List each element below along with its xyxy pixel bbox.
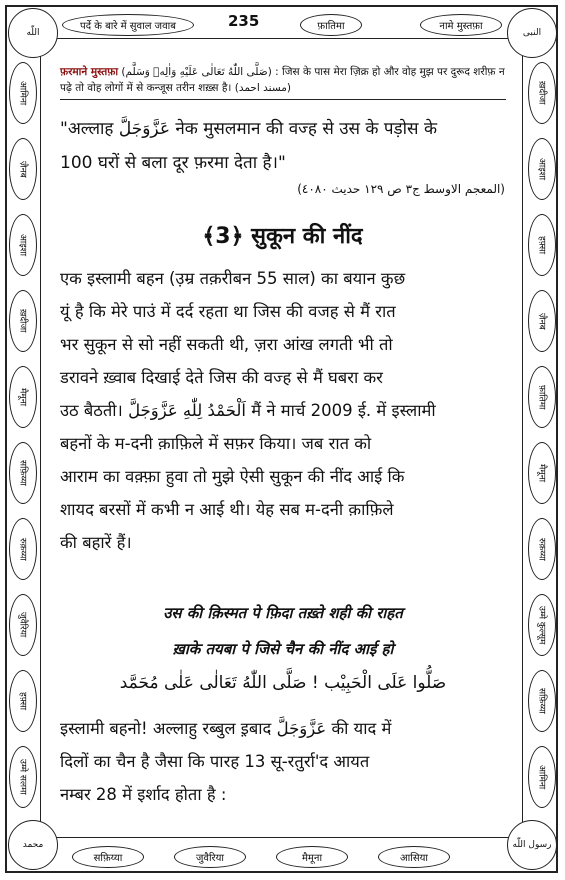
- side-ornament-oval: आइशा: [9, 214, 37, 276]
- footer-ornament-oval: सफ़िय्या: [72, 846, 144, 868]
- side-ornament-oval: फ़ातिमा: [528, 366, 556, 428]
- poem-line-1: उस की क़िस्मत पे फ़िदा तख़्ते शही की राहत: [163, 604, 403, 622]
- side-ornament-oval: सफ़िय्या: [528, 670, 556, 732]
- story-paragraph: [60, 262, 506, 559]
- side-ornament-oval: ज़ैनब: [9, 138, 37, 200]
- side-ornament-oval: हफ़्सा: [528, 214, 556, 276]
- quote-block: [60, 112, 506, 180]
- side-ornament-oval: उम्मे सलमा: [9, 746, 37, 808]
- side-ornament-oval: मैमूना: [528, 442, 556, 504]
- footer-ornament-oval: आसिया: [378, 846, 450, 868]
- corner-ornament-top-left: اللّٰه: [8, 8, 58, 58]
- paragraph-line: यूं है कि मेरे पाउं में दर्द रहता था जिस की वजह से मैं रात: [60, 302, 396, 321]
- side-ornament-oval: जुवैरिया: [9, 594, 37, 656]
- farmaan-text: (صَلَّى اللّٰهُ تَعَالٰى عَلَيْهِ وَاٰلِهٖ وَسَلَّم) : जिस के पास मेरा ज़िक्र हो और वोह मुझ पर दुरूद शरीफ़ न पढ़े तो वोह लोगों में से कन्जूस तरीन शख़्स है। (مسند احمد): [60, 66, 505, 94]
- paragraph-line: उठ बैठती। اَلْحَمْدُ لِلّٰهِ عَزَّوَجَلَّ मैं ने मार्च 2009 ई. में इस्लामी: [60, 401, 436, 420]
- header-title: पर्दे के बारे में सुवाल जवाब: [80, 21, 176, 32]
- footer-ornament-oval: मैमूना: [276, 846, 348, 868]
- quote-line-1: "अल्लाह عَزَّوَجَلَّ नेक मुसलमान की वज्ह से उस के पड़ोस के: [60, 119, 438, 139]
- farmaan-box: [60, 64, 506, 100]
- paragraph-line: आराम का वक़्फ़ा हुवा तो मुझे ऐसी सुकून की नींद आई कि: [60, 467, 405, 486]
- side-ornament-oval: ख़दीजा: [9, 290, 37, 352]
- paragraph-line: इस्लामी बहनो! अल्लाहु रब्बुल इ़बाद عَزَّوَجَلَّ की याद में: [60, 719, 392, 738]
- side-ornament-oval: आमिना: [528, 746, 556, 808]
- corner-ornament-top-right: النبى: [507, 8, 557, 58]
- paragraph-line: शायद बरसों में कभी न आई थी। येह सब म-दनी क़ाफ़िले: [60, 500, 394, 519]
- paragraph-line: एक इस्लामी बहन (उ़म्र तक़रीबन 55 साल) का बयान कुछ: [60, 269, 406, 288]
- side-ornament-oval: मैमूना: [9, 366, 37, 428]
- farmaan-label: फ़रमाने मुस्तफ़ा: [60, 66, 119, 78]
- paragraph-line: दिलों का चैन है जैसा कि पारह 13 सू-रतुर्रा'द आयत: [60, 752, 370, 771]
- side-ornament-oval: हफ़्सा: [9, 670, 37, 732]
- side-ornament-oval: आमिना: [9, 62, 37, 124]
- paragraph-line: नम्बर 28 में इर्शाद होता है :: [60, 785, 227, 804]
- side-ornament-oval: ज़ैनब: [528, 290, 556, 352]
- closing-paragraph: [60, 712, 506, 811]
- corner-ornament-bottom-left: محمد: [8, 820, 58, 870]
- header-title-oval: [62, 14, 194, 36]
- paragraph-line: भर सुकून से सो नहीं सकती थी, ज़रा आंख लगती भी तो: [60, 335, 393, 354]
- corner-ornament-bottom-right: رسول اللّٰه: [507, 820, 557, 870]
- header-center-oval: फ़ातिमा: [300, 14, 362, 36]
- side-ornament-oval: उम्मे कुल्सूम: [528, 594, 556, 656]
- side-ornament-oval: रुक़य्या: [9, 518, 37, 580]
- side-ornament-oval: आइशा: [528, 138, 556, 200]
- footer-ornament-oval: जुवैरिया: [174, 846, 246, 868]
- paragraph-line: की बहारें हैं।: [60, 533, 132, 552]
- poem-line-2: ख़ाके तयबा पे जिसे चैन की नींद आई हो: [172, 640, 394, 658]
- salat-line: صَلُّوا عَلَى الْحَبِيْب ! صَلَّى اللّٰهُ تَعَالٰى عَلٰى مُحَمَّد: [119, 673, 447, 693]
- side-ornament-oval: रुक़य्या: [528, 518, 556, 580]
- poem-block: [60, 598, 506, 664]
- hadith-reference: (المعجم الاوسط ج٣ ص ١٢٩ حديث ٤٠٨٠): [297, 182, 505, 196]
- header-right-oval: नामे मुस्तफ़ा: [420, 14, 502, 36]
- section-heading: ﴾3﴿ सुकून की नींद: [202, 224, 363, 249]
- side-ornament-oval: सफ़िय्या: [9, 442, 37, 504]
- paragraph-line: बहनों के म-दनी क़ाफ़िले में सफ़र किया। जब रात को: [60, 434, 372, 453]
- side-ornament-oval: ख़दीजा: [528, 62, 556, 124]
- page-number: 235: [228, 12, 260, 30]
- paragraph-line: डरावने ख़्वाब दिखाई देते जिस की वज्ह से मैं घबरा कर: [60, 368, 383, 387]
- quote-line-2: 100 घरों से बला दूर फ़रमा देता है।": [60, 153, 286, 173]
